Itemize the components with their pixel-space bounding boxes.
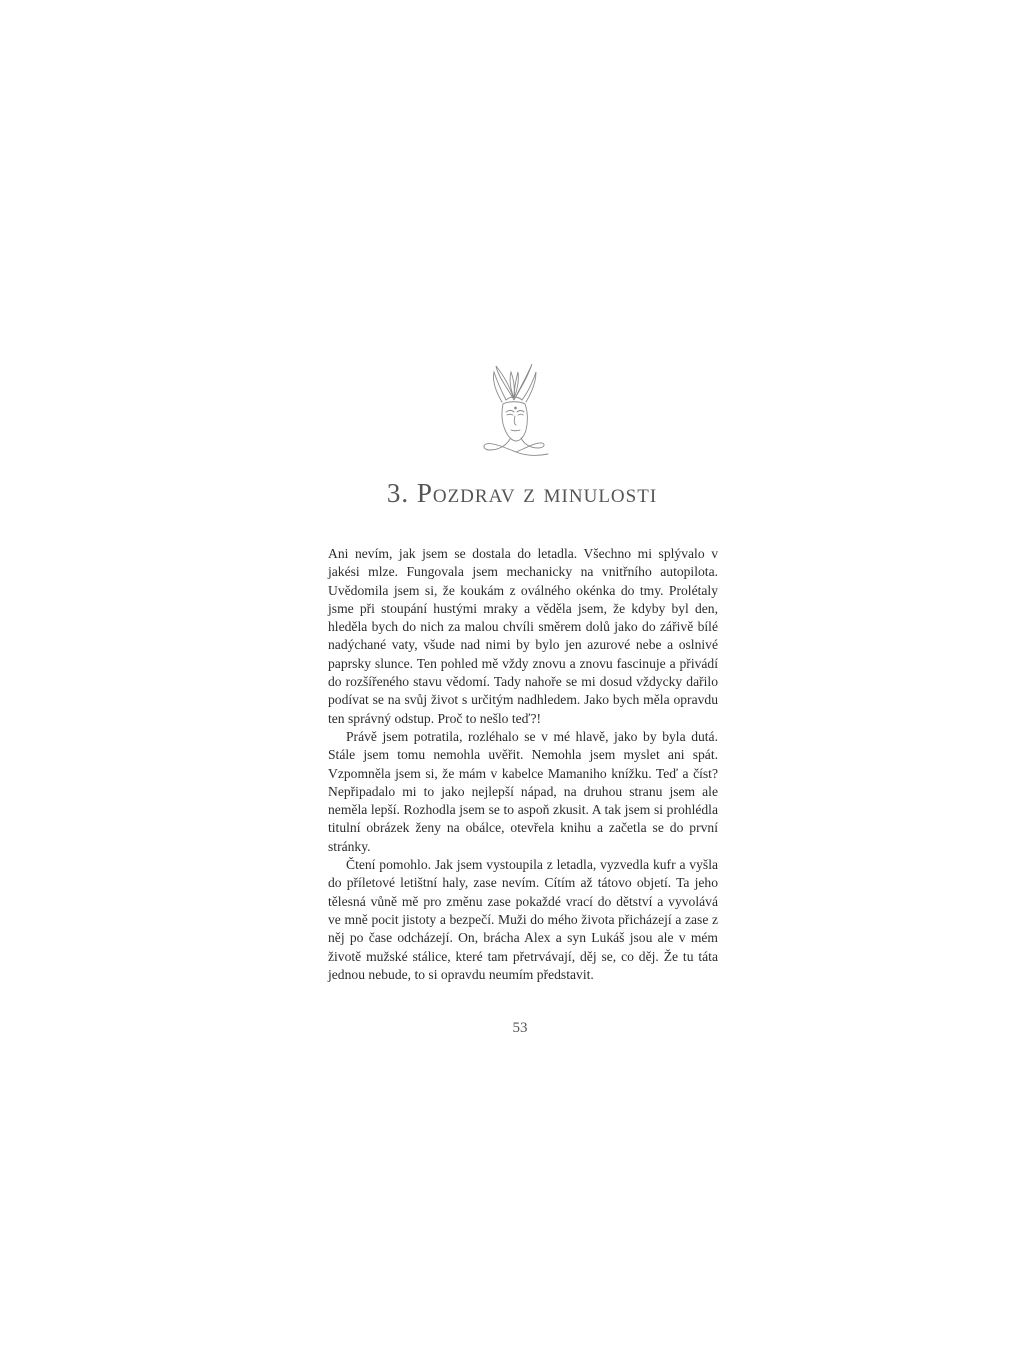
paragraph: Ani nevím, jak jsem se dostala do letadla. Všechno mi splývalo v jakési mlze. Fungovala jsem mechanicky na vnitřního autopilota. Uvědomila jsem si, že koukám z oválného okénka do tmy. Prolétaly jsme při stoupání hustými mraky a věděla jsem, že kdyby byl den, hleděla bych do nich za malou chvíli směrem dolů jako do zářivě bílé nadýchané vaty, všude nad nimi by bylo jen azurové nebe a oslnivé paprsky slunce. Ten pohled mě vždy znovu a znovu fascinuje a přivádí do rozšířeného stavu vědomí. Tady nahoře se mi dosud vždycky dařilo podívat se na svůj život s určitým nadhledem. Jako bych měla opravdu ten správný odstup. Proč to nešlo teď?!: [328, 546, 718, 726]
chapter-title: 3. Pozdrav z minulosti: [386, 478, 658, 508]
woman-face-with-leaves-icon: [476, 362, 552, 462]
paragraph: Právě jsem potratila, rozléhalo se v mé hlavě, jako by byla dutá. Stále jsem tomu nemohla uvěřit. Nemohla jsem myslet ani spát. Vzpomněla jsem si, že mám v kabelce Mamaniho knížku. Teď a číst? Nepřipadalo mi to jako nejlepší nápad, na druhou stranu jsem ale neměla lepší. Rozhodla jsem se to aspoň zkusit. A tak jsem si prohlédla titulní obrázek ženy na obálce, otevřela knihu a začetla se do první stránky.: [328, 728, 718, 854]
page-number: 53: [512, 1020, 528, 1036]
paragraph: Čtení pomohlo. Jak jsem vystoupila z letadla, vyzvedla kufr a vyšla do příletové letištní haly, zase nevím. Cítím až tátovo objetí. Ta jeho tělesná vůně mě pro změnu zase pokaždé vrací do dětství a vyvolává ve mně pocit jistoty a bezpečí. Muži do mého života přicházejí a zase z něj po čase odcházejí. On, brácha Alex a syn Lukáš jsou ale v mém životě mužské stálice, které tam přetrvávají, děj se, co děj. Že tu táta jednou nebude, to si opravdu neumím představit.: [328, 857, 718, 982]
chapter-body: [328, 545, 718, 984]
